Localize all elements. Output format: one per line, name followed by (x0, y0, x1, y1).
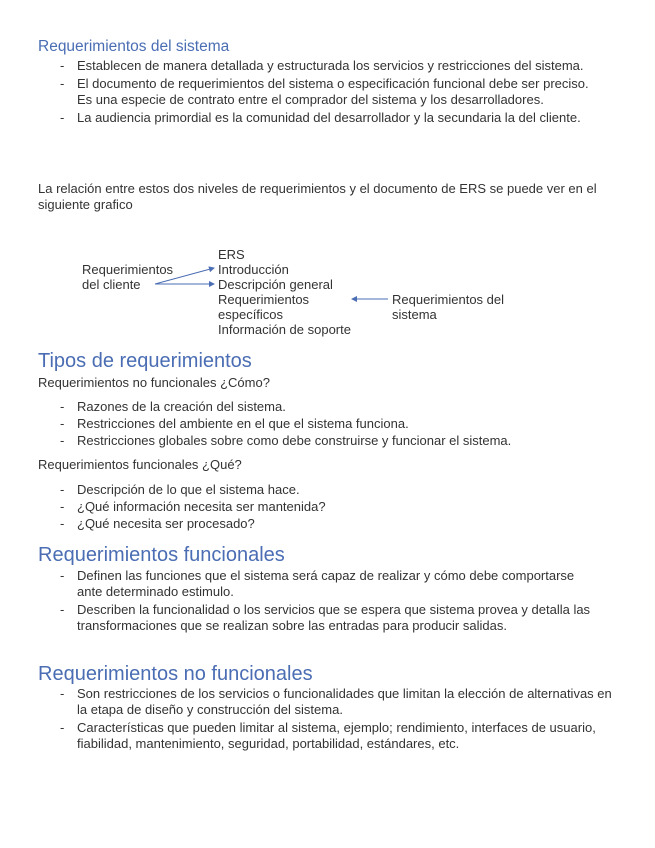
list-item: - La audiencia primordial es la comunidad del desarrollador y la secundaria la del cliente. (38, 110, 603, 126)
section-heading: Requerimientos funcionales (38, 544, 285, 566)
list-item: - Restricciones del ambiente en el que el sistema funciona. (38, 416, 625, 432)
list-item: - Restricciones globales sobre como debe construirse y funcionar el sistema. (38, 433, 625, 449)
list-item: - Son restricciones de los servicios o funcionalidades que limitan la elección de alternativas en la etapa de diseño y construcción del sistema. (38, 686, 621, 718)
bullet-list (38, 482, 625, 532)
list-item: - Describen la funcionalidad o los servicios que se espera que sistema provea y detalla las transformaciones que se realizan sobre las entradas para producir salidas. (38, 602, 595, 634)
bullet-list (38, 568, 595, 634)
ers-outline: ERS Introducción Descripción general Requerimientos específicos Información de soporte (218, 247, 351, 337)
list-item: - Definen las funciones que el sistema será capaz de realizar y cómo debe comportarse ante determinado estimulo. (38, 568, 595, 600)
system-req-label: Requerimientos del sistema (392, 292, 505, 322)
bullet-list (38, 686, 621, 752)
list-item: - Establecen de manera detallada y estructurada los servicios y restricciones del sistema. (38, 58, 603, 74)
list-item: - ¿Qué necesita ser procesado? (38, 516, 625, 532)
section-heading: Requerimientos del sistema (38, 38, 230, 55)
bullet-list (38, 399, 625, 449)
list-item: - Descripción de lo que el sistema hace. (38, 482, 625, 498)
section-heading: Tipos de requerimientos (38, 350, 252, 372)
subheading: Requerimientos funcionales ¿Qué? (38, 457, 242, 472)
list-item: - Razones de la creación del sistema. (38, 399, 625, 415)
list-item: - El documento de requerimientos del sistema o especificación funcional debe ser preciso. Es una especie de contrato entre el comprador del sistema y los desarrolladores. (38, 76, 603, 108)
subheading: Requerimientos no funcionales ¿Cómo? (38, 375, 270, 390)
list-item: - Características que pueden limitar al sistema, ejemplo; rendimiento, interfaces de usuario, fiabilidad, mantenimiento, seguridad, portabilidad, estándares, etc. (38, 720, 621, 752)
paragraph: La relación entre estos dos niveles de requerimientos y el documento de ERS se puede ver en el siguiente grafico (38, 181, 597, 212)
section-heading: Requerimientos no funcionales (38, 663, 313, 685)
list-item: - ¿Qué información necesita ser mantenida? (38, 499, 625, 515)
client-req-label: Requerimientos del cliente (82, 262, 174, 292)
